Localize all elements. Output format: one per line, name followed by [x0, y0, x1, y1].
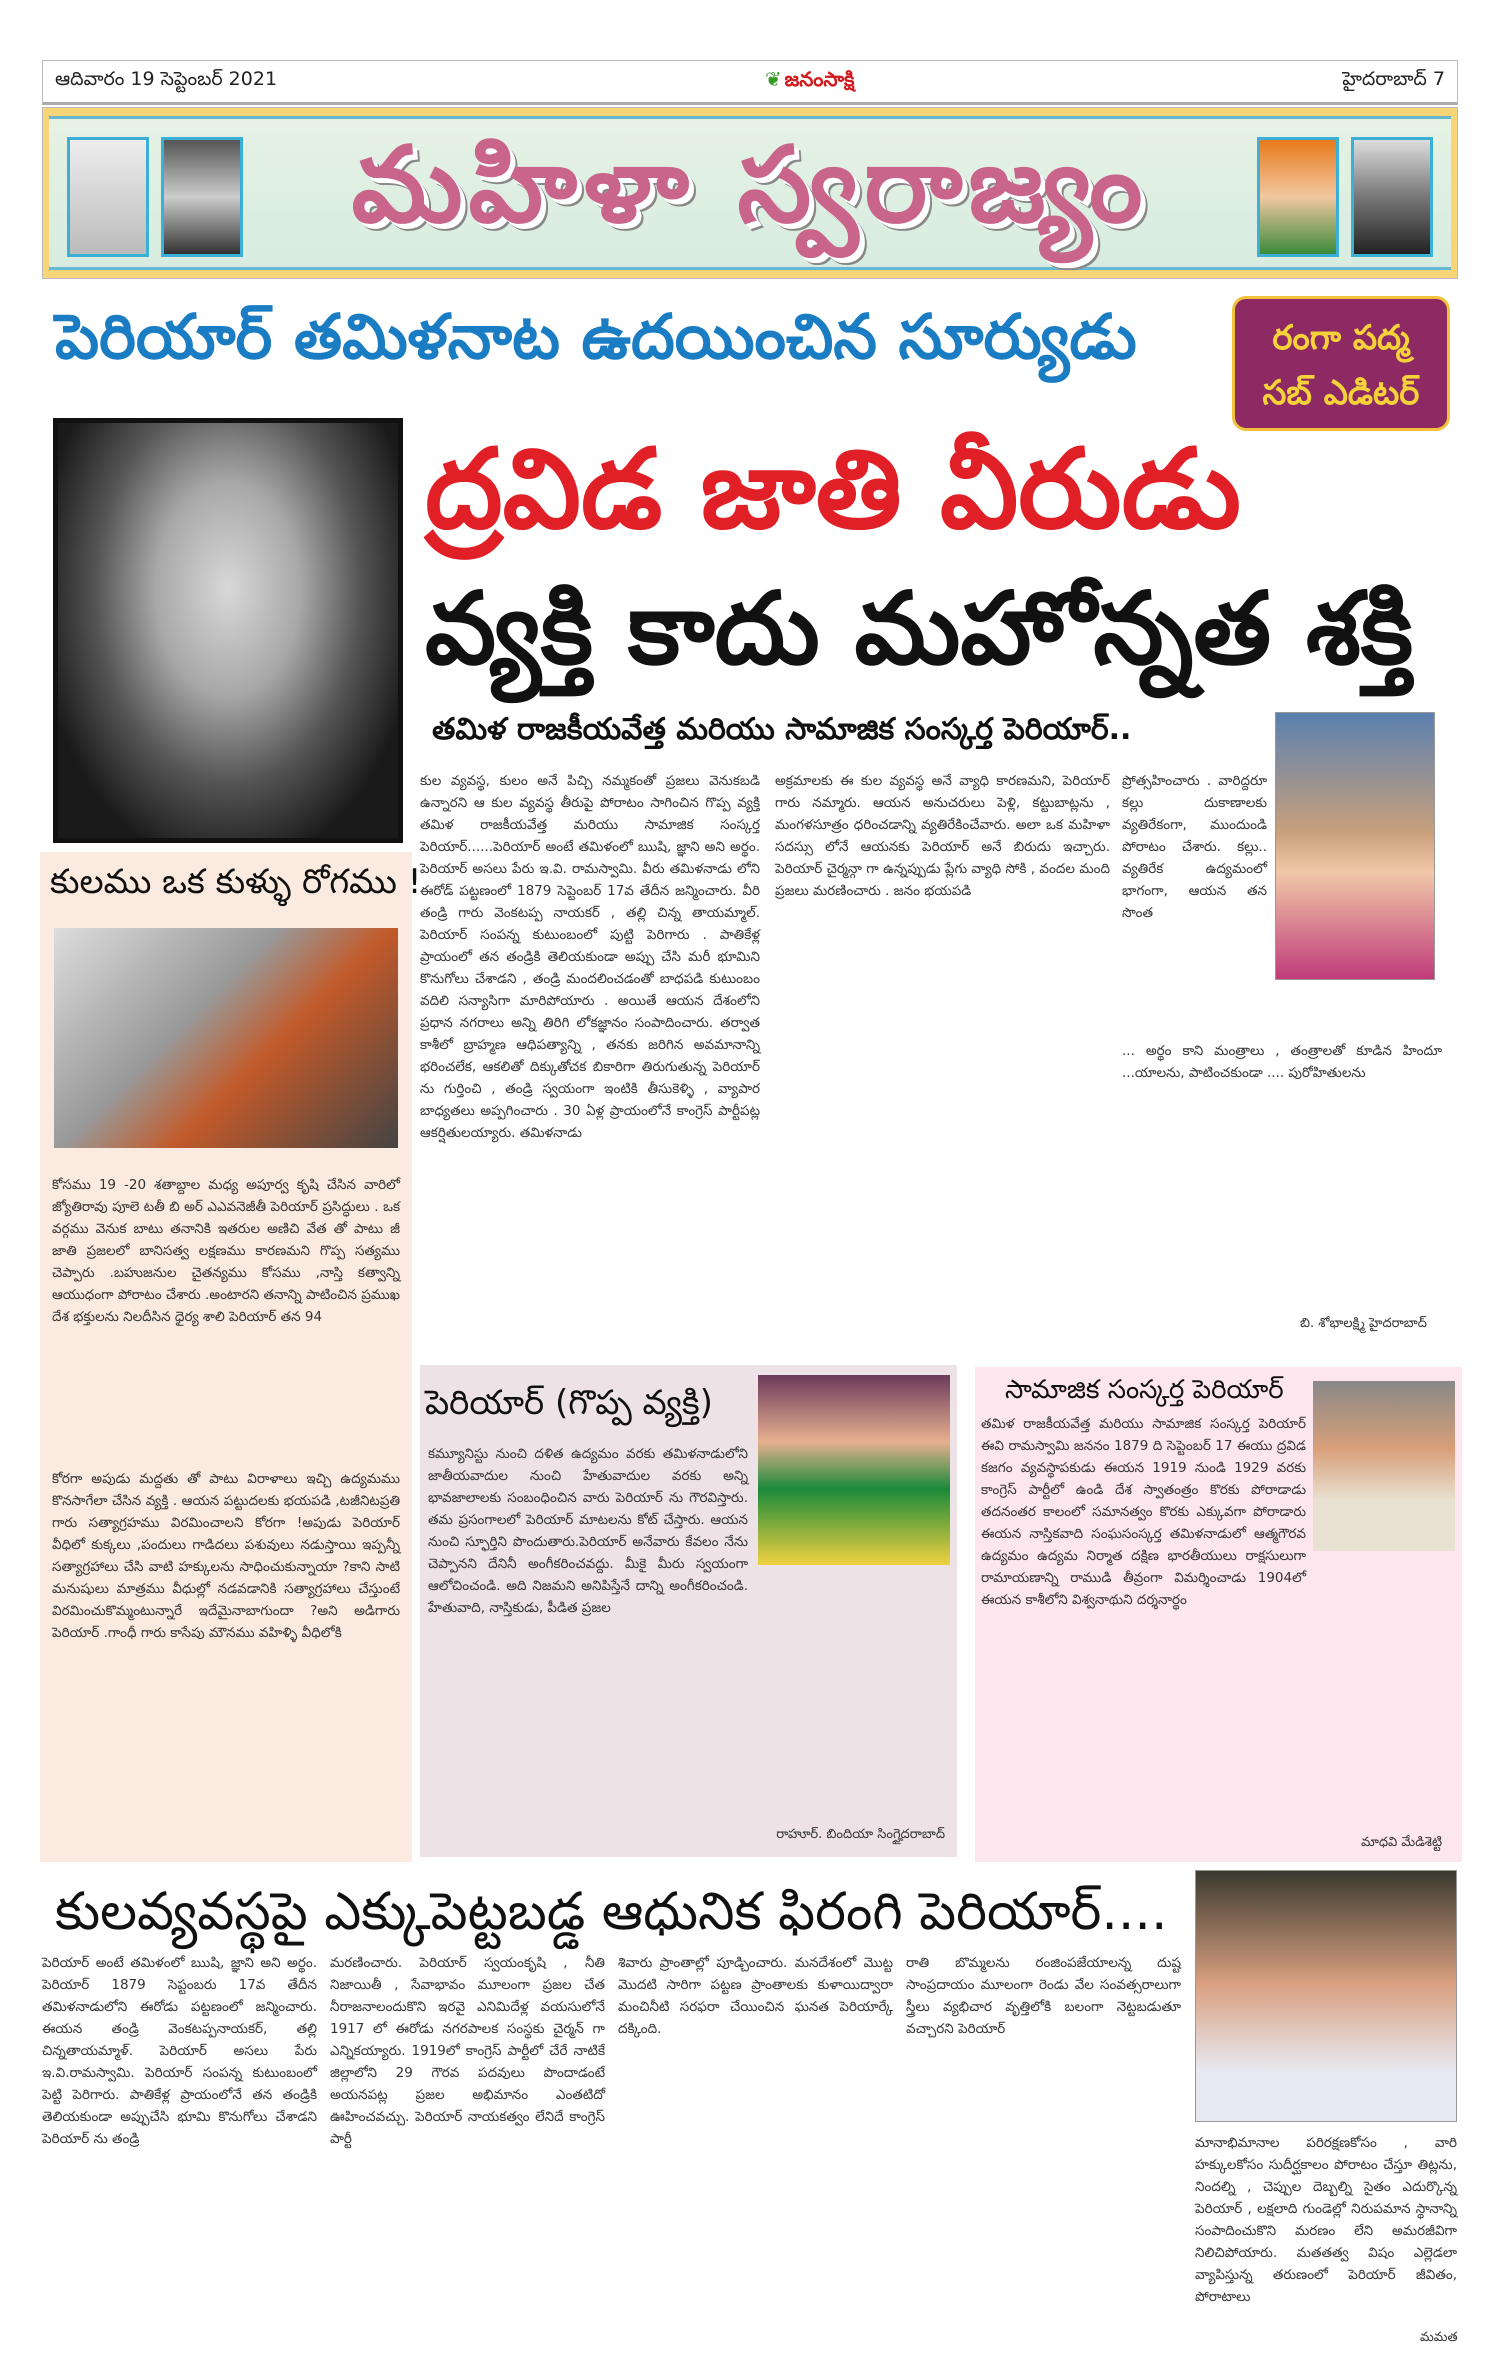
page-header — [42, 60, 1458, 105]
newspaper-logo: ❦ జనంసాక్షి — [764, 67, 855, 91]
bottom-headline: కులవ్యవస్థపై ఎక్కుపెట్టబడ్డ ఆధునిక ఫిరంగి పెరియార్.... — [55, 1882, 1168, 1942]
article-column: ... అర్థం కాని మంత్రాలు , తంత్రాలతో కూడిన హిందూ ...యాలను, పాటించకుండా .... పురోహితులను — [1122, 1043, 1442, 1081]
box-text: కమ్యూనిస్టు నుంచి దళిత ఉద్యమం వరకు తమిళనాడులోని జాతీయవాదుల నుంచి హేతువాదుల వరకు అన్ని భావజాలాలకు సంబంధించిన వారు పెరియార్ ను గౌరవిస్తారు. తమ ప్రసంగాలలో పెరియార్ మాటలను కోట్ చేస్తారు. ఆయన నుంచి స్ఫూర్తిని పొందుతారు.పెరియార్ అనేవారు కేవలం నేను చెప్పానని దేనినీ అంగీకరించవద్దు. మీకై మీరు స్వయంగా ఆలోచించండి. అది నిజమని అనిపిస్తేనే దాన్ని అంగీకరించండి. హేతువాది, నాస్తికుడు, పీడిత ప్రజల — [428, 1446, 748, 1616]
sidebar-article-kulamu — [40, 852, 422, 1862]
article-column: మానాభిమానాల పరిరక్షణకోసం , వారి హక్కులకోసం సుదీర్ఘకాలం పోరాటం చేస్తూ తిట్లను, నిందల్ని , చెప్పుల దెబ్బల్ని సైతం ఎదుర్కొన్న పెరియార్ , లక్షలాది గుండెల్లో నిరుపమాన స్థానాన్ని సంపాదించుకొని మరణం లేని అమరజీవిగా నిలిచిపోయారు. మతతత్వ విషం ఎల్లెడలా వ్యాపిస్తున్న తరుణంలో పెరియార్ జీవితం, పోరాటాలు — [1195, 2135, 1457, 2305]
article-column: రాతి బొమ్మలను రంజింపజేయాలన్న దుష్ట సాంప్రదాయం మూలంగా రెండు వేల సంవత్సరాలుగా స్త్రీలు వ్యభిచార వృత్తిలోకి బలంగా నెట్టబడుతూ వచ్చారని పెరియార్ — [906, 1955, 1181, 2037]
box-title: పెరియార్ (గొప్ప వ్యక్తి) — [425, 1383, 713, 1423]
box-credit: రాహూర్. బిందియా సింగ్హైదరాబాద్ — [776, 1827, 945, 1842]
box-title: కులము ఒక కుళ్ళు రోగము ! — [50, 862, 422, 902]
author-photo — [1195, 1870, 1457, 2122]
box-credit: మాధవి మేడిశెట్టి — [1360, 1835, 1442, 1850]
box-text: తమిళ రాజకీయవేత్త మరియు సామాజిక సంస్కర్త పెరియార్ ఈవి రామస్వామి జననం 1879 ది సెప్టెంబర్ 17 ఈయు ద్రవిడ కజగం వ్యవస్థాపకుడు ఈయన 1919 నుండి 1929 వరకు కాంగ్రెస్ పార్టీలో ఉండి దేశ స్వాతంత్రం కొరకు పోరాడాడు తదనంతర కాలంలో సమానత్వం కొరకు ఎక్కువగా పోరాడారు ఈయన నాస్తికవాది సంఘసంస్కర్త తమిళనాడులో ఆత్మగౌరవ ఉద్యమం ఉద్యమ నిర్మాత దక్షిణ భారతీయులు రాక్షసులుగా రామాయణాన్ని రాముడి తీవ్రంగా విమర్శించాడు 1904లో ఈయన కాశీలోని విశ్వనాథుని దర్శనార్థం — [981, 1416, 1306, 1608]
portrait-image — [161, 137, 243, 257]
page-number: హైదరాబాద్ 7 — [1342, 68, 1445, 90]
banner-title: మహిళా స్వరాజ్యం — [351, 124, 1149, 246]
article-column: పెరియార్ అంటే తమిళంలో ఋషి, జ్ఞాని అని అర్థం. పెరియార్ 1879 సెప్టంబరు 17వ తేదీన తమిళనాడులోని ఈరోడు పట్టణంలో జన్మించారు. ఈయన తండ్రి వెంకటప్పనాయకర్, తల్లి చిన్నతాయమ్మాళ్. పెరియార్ అసలు పేరు ఇ.వి.రామస్వామి. పెరియార్ సంపన్న కుటుంబంలో పెట్టి పెరిగారు. పాతికేళ్ల ప్రాయంలోనే తన తండ్రికి తెలియకుండా అప్పుచేసి భూమి కొనుగోలు చేశాడని పెరియార్ ను తండ్రి — [42, 1955, 317, 2147]
portrait-image — [1257, 137, 1339, 257]
speaker-photo — [54, 928, 398, 1148]
article-column: మరణించారు. పెరియార్ స్వయంకృషి , నీతి నిజాయితీ , సేవాభావం మూలంగా ప్రజల చేత నీరాజనాలందుకొని ఇరవై ఎనిమిదేళ్ల వయసులోనే 1917 లో ఈరోడు నగరపాలక సంస్థకు చైర్మన్ గా ఎన్నికయ్యారు. 1919లో కాంగ్రెస్ పార్టీలో చేరే నాటికే జిల్లాలోని 29 గౌరవ పదవులు పొందాడంటే అయనపట్ల ప్రజల అభిమానం ఎంతటిదో ఊహించవచ్చు. పెరియార్ నాయకత్వం లేనిదే కాంగ్రెస్ పార్టీ — [330, 1955, 605, 2147]
article-column: కుల వ్యవస్థ, కులం అనే పిచ్చి నమ్మకంతో ప్రజలు వెనుకబడి ఉన్నారని ఆ కుల వ్యవస్థ తీరుపై పోరాటం సాగించిన గొప్ప వ్యక్తి తమిళ రాజకీయవేత్త మరియు సామాజిక సంస్కర్త పెరియార్......పెరియార్ అంటే తమిళంలో ఋషి, జ్ఞాని అని అర్థం. పెరియార్ అసలు పేరు ఇ.వి. రామస్వామి. వీరు తమిళనాడు లోని ఈరోడ్ పట్టణంలో 1879 సెప్టెంబర్ 17వ తేదీన జన్మించారు. వీరి తండ్రి గారు వెంకటప్ప నాయకర్ , తల్లి చిన్న తాయమ్మాల్. పెరియార్ సంపన్న కుటుంబంలో పుట్టి పెరిగారు . పాతికేళ్ల ప్రాయంలో తన తండ్రికి తెలియకుండా అప్పు చేసి మరీ భూమిని కొనుగోలు చేశాడని , తండ్రి మందలించడంతో బాధపడి కుటుంబం వదిలి సన్యాసిగా మారిపోయారు . అయితే ఆయన దేశంలోని ప్రధాన నగరాలు అన్ని తిరిగి లోకజ్ఞానం సంపాదించారు. తర్వాత కాశీలో బ్రాహ్మణ ఆధిపత్యాన్ని , తనకు జరిగిన అవమానాన్ని భరించలేక, ఆకలితో దిక్కుతోచక బికారిగా తిరుగుతున్న పెరియార్ ను గుర్తించి , తండ్రి స్వయంగా ఇంటికి తీసుకెళ్ళి , వ్యాపార బాధ్యతలు అప్పగించారు . 30 ఏళ్ల ప్రాయంలోనే కాంగ్రెస్ పార్టీపట్ల ఆకర్షితులయ్యారు. తమిళనాడు — [420, 773, 760, 1141]
headline-top: పెరియార్ తమిళనాట ఉదయించిన సూర్యుడు — [55, 300, 1137, 373]
headline-secondary: వ్యక్తి కాదు మహోన్నత శక్తి — [425, 570, 1414, 687]
author-photo — [1313, 1381, 1455, 1551]
article-column: ప్రోత్సహించారు . వారిద్దరూ కల్లు దుకాణాలకు వ్యతిరేకంగా, ముందుండి పోరాటం చేశారు. కల్లు.. వ్యతిరేక ఉద్యమంలో భాగంగా, ఆయన తన సొంత — [1122, 773, 1267, 921]
author-byline-box: రంగా పద్మ సబ్ ఎడిటర్ — [1232, 296, 1450, 431]
sidebar-article-goppa-vyakti — [420, 1365, 957, 1857]
portrait-image — [67, 137, 149, 257]
periyar-photo — [53, 418, 403, 843]
box-text: కోసము 19 -20 శతాబ్దాల మధ్య అపూర్వ కృషి చేసిన వారిలో జ్యోతిరావు పూలె టతీ బి అర్ ఎఎవనెజీతీ పెరియార్ ప్రసిద్ధులు . ఒక వర్గము వెనుక బాటు తనానికి ఇతరుల అణిచి వేత తో పాటు జీ జాతి ప్రజలలో బానిసత్వ లక్షణము కారణమని గొప్ప సత్యము చెప్పారు .బహుజనుల చైతన్యము కోసము ,నాస్తి కత్వాన్ని ఆయుధంగా పోరాటం చేశారు .అంటారని తనాన్ని పాటించిన ప్రముఖ దేశ భక్తులను నిలదీసిన ధైర్య శాలి పెరియార్ తన 94 — [52, 1177, 400, 1325]
box-text: కోరగా అపుడు మద్దతు తో పాటు విరాళాలు ఇచ్చి ఉద్యమము కొనసాగేలా చేసిన వ్యక్తి . ఆయన పట్టుదలకు భయపడి ,టజీనిటప్రతి గారు సత్యాగ్రహము విరమించాలని కోరగా !అపుడు పెరియార్ వీధిలో కుక్కలు ,పందులు గాడిదలు పశువులు నడుస్తాయి ఇప్పన్నీ సత్యాగ్రహాలు చేసి వాటి హక్కులను సాధించుకున్నాయా ?కాని సాటి మనుషులు మాత్రము వీధుల్లో నడవడానికి సత్యాగ్రహాలు చేస్తుంటే విరమించుకొమ్మంటున్నారే ఇదేమైనాబాగుందా ?అని అడిగారు పెరియార్ .గాంధీ గారు కాసేపు మౌనము వహిళ్ళి వీధిలోకి — [52, 1471, 400, 1641]
article-credit: మమత — [1420, 2330, 1458, 2345]
issue-date: ఆదివారం 19 సెప్టెంబర్ 2021 — [55, 68, 278, 90]
author-photo — [1275, 712, 1435, 980]
article-credit: బి. శోభాలక్ష్మి హైదరాబాద్ — [1300, 1316, 1427, 1331]
article-column: అక్రమాలకు ఈ కుల వ్యవస్థ అనే వ్యాధి కారణమని, పెరియార్ గారు నమ్మారు. ఆయన అనుచరులు పెళ్లి, కట్టుబాట్లను , మంగళసూత్రం ధరించడాన్ని వ్యతిరేకించేవారు. అలా ఒక మహిళా సదస్సు లోనే ఆయనకు పెరియార్ అనే బిరుదు ఇచ్చారు. పెరియార్ చైర్మన్గా గా ఉన్నప్పుడు ప్లేగు వ్యాధి సోకి , వందల మంది ప్రజలు మరణించారు . జనం భయపడి — [775, 773, 1110, 899]
article-subheading: తమిళ రాజకీయవేత్త మరియు సామాజిక సంస్కర్త పెరియార్.. — [432, 712, 1132, 747]
box-title: సామాజిక సంస్కర్త పెరియార్ — [1005, 1375, 1284, 1405]
portrait-image — [1351, 137, 1433, 257]
sidebar-article-samajika — [975, 1367, 1462, 1862]
section-banner — [42, 107, 1458, 279]
headline-main: ద్రవిడ జాతి వీరుడు — [425, 425, 1241, 553]
article-column: శివారు ప్రాంతాల్లో పూడ్చించారు. మనదేశంలో మొట్ట మొదటి సారిగా పట్టణ ప్రాంతాలకు కుళాయిద్వారా మంచినీటి సరఫరా చేయించిన ఘనత పెరియార్కే దక్కింది. — [618, 1955, 893, 2037]
author-photo — [758, 1375, 950, 1565]
leaf-icon: ❦ — [764, 67, 782, 91]
